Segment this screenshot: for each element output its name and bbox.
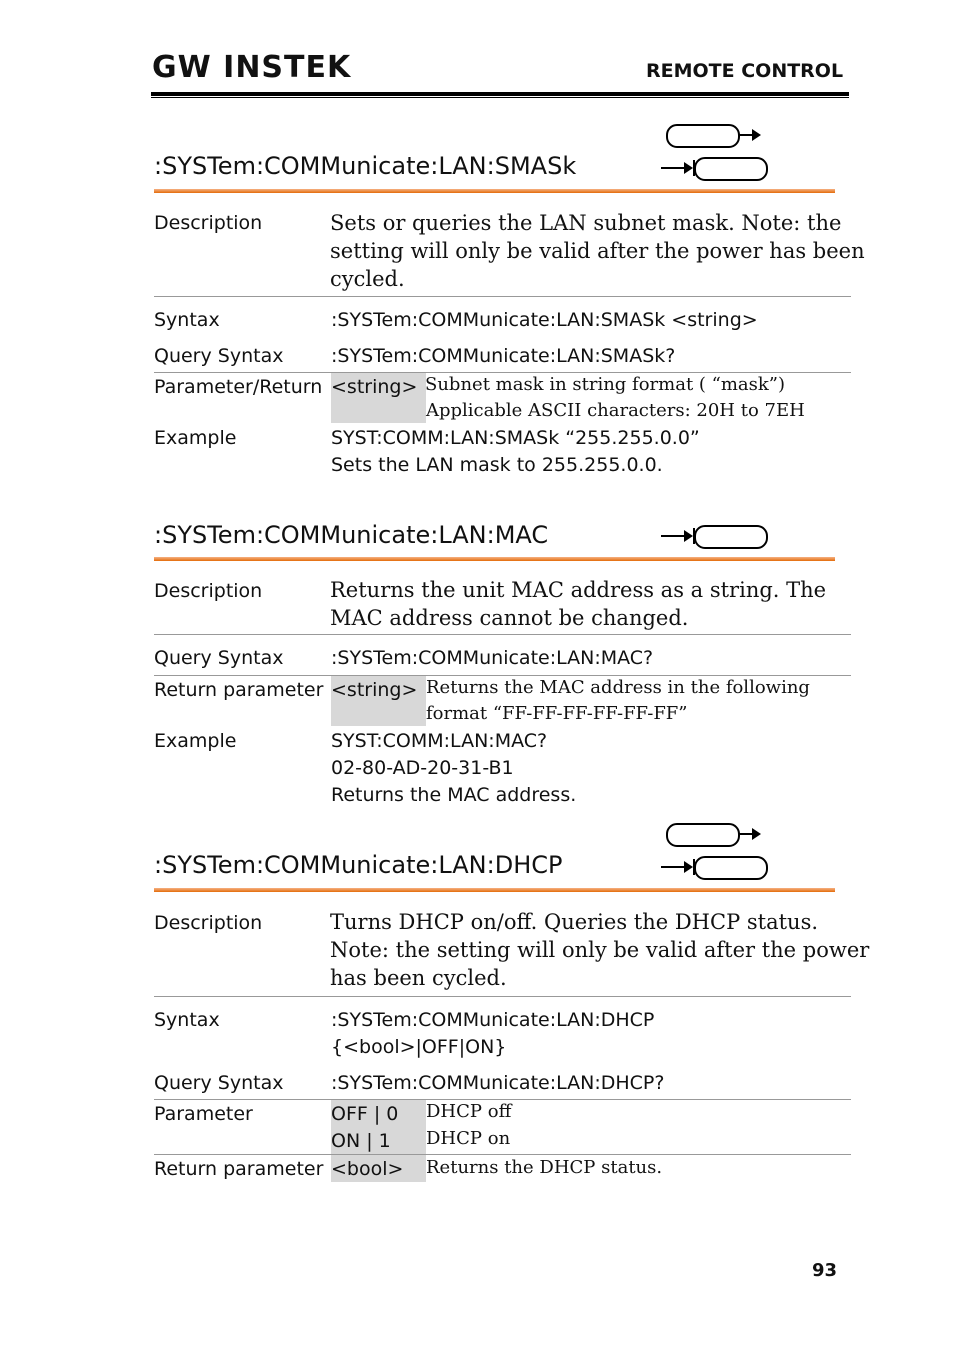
query-syntax-label: Query Syntax bbox=[154, 345, 284, 367]
row-divider bbox=[154, 675, 851, 676]
parameter-label: Parameter bbox=[154, 1103, 253, 1125]
parameter-description: DHCP on bbox=[426, 1128, 511, 1149]
parameter-name: <string> bbox=[331, 679, 418, 701]
header-rule-thin bbox=[151, 97, 849, 98]
parameter-description: format “FF-FF-FF-FF-FF-FF” bbox=[426, 703, 688, 724]
example-line: Sets the LAN mask to 255.255.0.0. bbox=[331, 454, 663, 476]
command-title: :SYSTem:COMMunicate:LAN:MAC bbox=[154, 521, 549, 549]
parameter-description: Returns the MAC address in the following bbox=[426, 677, 810, 698]
example-line: 02-80-AD-20-31-B1 bbox=[331, 757, 514, 779]
description-line: Returns the unit MAC address as a string. The bbox=[330, 578, 827, 602]
parameter-name: <string> bbox=[331, 376, 418, 398]
title-underline bbox=[154, 189, 835, 193]
query-syntax-value: :SYSTem:COMMunicate:LAN:DHCP? bbox=[331, 1072, 665, 1094]
description-label: Description bbox=[154, 580, 263, 602]
example-line: Returns the MAC address. bbox=[331, 784, 577, 806]
syntax-line: {<bool>|OFF|ON} bbox=[331, 1036, 507, 1058]
return-parameter-name: <bool> bbox=[331, 1158, 404, 1180]
description-label: Description bbox=[154, 212, 263, 234]
description-line: cycled. bbox=[330, 267, 405, 291]
parameter-label: Parameter/Return bbox=[154, 376, 323, 398]
page-number: 93 bbox=[812, 1260, 838, 1281]
description-line: Sets or queries the LAN subnet mask. Note: the bbox=[330, 211, 842, 235]
return-parameter-label: Return parameter bbox=[154, 1158, 324, 1180]
return-parameter-label: Return parameter bbox=[154, 679, 324, 701]
command-title: :SYSTem:COMMunicate:LAN:SMASk bbox=[154, 152, 577, 180]
query-syntax-value: :SYSTem:COMMunicate:LAN:MAC? bbox=[331, 647, 654, 669]
section-header: REMOTE CONTROL bbox=[646, 60, 844, 82]
row-divider bbox=[154, 296, 851, 297]
description-label: Description bbox=[154, 912, 263, 934]
parameter-description: Subnet mask in string format ( “mask”) bbox=[425, 374, 786, 395]
header-rule bbox=[151, 92, 849, 96]
title-underline bbox=[154, 557, 835, 561]
example-label: Example bbox=[154, 427, 237, 449]
parameter-description: Applicable ASCII characters: 20H to 7EH bbox=[426, 400, 805, 421]
query-syntax-value: :SYSTem:COMMunicate:LAN:SMASk? bbox=[331, 345, 676, 367]
row-divider bbox=[154, 634, 851, 635]
example-line: SYST:COMM:LAN:SMASk “255.255.0.0” bbox=[331, 427, 700, 449]
title-underline bbox=[154, 888, 835, 892]
description-line: has been cycled. bbox=[330, 966, 507, 990]
syntax-line: :SYSTem:COMMunicate:LAN:DHCP bbox=[331, 1009, 655, 1031]
row-divider bbox=[154, 372, 851, 373]
row-divider bbox=[154, 1099, 851, 1100]
command-title: :SYSTem:COMMunicate:LAN:DHCP bbox=[154, 851, 563, 879]
description-line: Note: the setting will only be valid after the power bbox=[330, 938, 870, 962]
row-divider bbox=[154, 996, 851, 997]
query-syntax-label: Query Syntax bbox=[154, 647, 284, 669]
row-divider bbox=[154, 1154, 851, 1155]
syntax-label: Syntax bbox=[154, 1009, 220, 1031]
syntax-label: Syntax bbox=[154, 309, 220, 331]
example-line: SYST:COMM:LAN:MAC? bbox=[331, 730, 548, 752]
syntax-value: :SYSTem:COMMunicate:LAN:SMASk <string> bbox=[331, 309, 758, 331]
description-line: MAC address cannot be changed. bbox=[330, 606, 689, 630]
parameter-name: ON | 1 bbox=[331, 1130, 391, 1152]
parameter-description: DHCP off bbox=[426, 1101, 512, 1122]
parameter-name: OFF | 0 bbox=[331, 1103, 399, 1125]
description-line: setting will only be valid after the power has been bbox=[330, 239, 865, 263]
return-parameter-description: Returns the DHCP status. bbox=[426, 1157, 663, 1178]
example-label: Example bbox=[154, 730, 237, 752]
description-line: Turns DHCP on/off. Queries the DHCP status. bbox=[330, 910, 819, 934]
brand-logo: GW INSTEK bbox=[152, 50, 352, 85]
query-syntax-label: Query Syntax bbox=[154, 1072, 284, 1094]
